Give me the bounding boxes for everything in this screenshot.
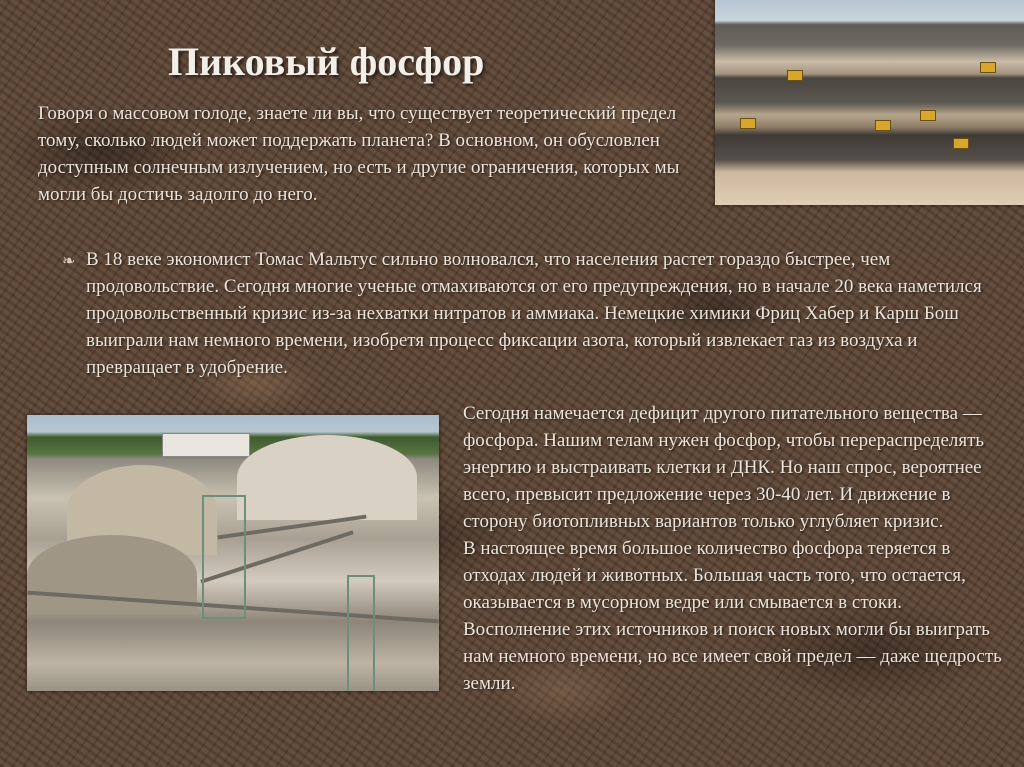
processing-plant-photo: [27, 415, 439, 691]
phosphorus-deficit-text: Сегодня намечается дефицит другого питательного вещества — фосфора. Нашим телам нужен фосфор, чтобы перераспределять энергию и выстраивать клетки и ДНК. Но наш спрос, вероятнее всего, превысит предложение через 30-40 лет. И движение в сторону биотопливных вариантов только углубляет кризис.: [463, 403, 985, 532]
mining-truck-icon: [920, 110, 936, 121]
malthus-paragraph: В 18 веке экономист Томас Мальтус сильно волновался, что населения растет гораздо быстрее, чем продовольствие. Сегодня многие ученые отмахиваются от его предупреждения, но в начале 20 века наметился продовольственный кризис из-за нехватки нитратов и аммиака. Немецкие химики Фриц Хабер и Карш Бош выиграли нам немного времени, изобретя процесс фиксации азота, который извлекает газ из воздуха и превращает в удобрение.: [86, 249, 982, 378]
open-pit-mine-photo: [715, 0, 1024, 205]
slide-title: Пиковый фосфор: [168, 39, 485, 84]
mining-truck-icon: [787, 70, 803, 81]
plant-building: [162, 433, 250, 457]
phosphorus-paragraph: [463, 400, 1003, 697]
bullet-icon: ❧: [62, 253, 76, 270]
intro-paragraph: Говоря о массовом голоде, знаете ли вы, что существует теоретический предел тому, сколько людей может поддержать планета? В основном, он обусловлен доступным солнечным излучением, но есть и другие ограничения, которых мы могли бы достичь задолго до него.: [38, 103, 680, 205]
mining-truck-icon: [953, 138, 969, 149]
gravel-pile: [237, 435, 417, 520]
plant-structure: [347, 575, 375, 691]
plant-structure: [202, 495, 246, 619]
mining-truck-icon: [980, 62, 996, 73]
mining-truck-icon: [875, 120, 891, 131]
mining-truck-icon: [740, 118, 756, 129]
phosphorus-loss-text: В настоящее время большое количество фосфора теряется в отходах людей и животных. Большая часть того, что остается, оказывается в мусорном ведре или смывается в стоки. Восполнение этих источников и поиск новых могли бы выиграть нам немного времени, но все имеет свой предел — даже щедрость земли.: [463, 538, 1002, 694]
